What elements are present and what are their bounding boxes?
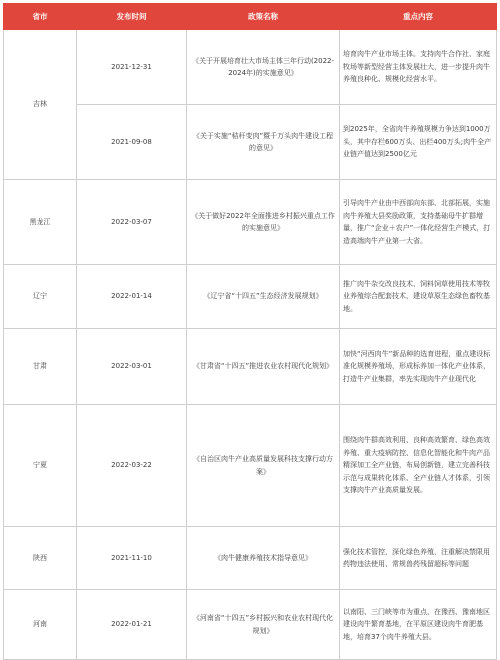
date-cell: 2021-12-31 [77,30,187,105]
table-row [4,30,497,105]
focus-cell: 强化技术管控，深化绿色养殖，注重解决禁限用药物违法使用、常规兽药残留超标等问题 [340,527,497,590]
date-cell: 2022-03-01 [77,329,187,405]
header-policy: 政策名称 [187,4,340,30]
focus-cell: 加快“河西肉牛”新品种的选育进程，重点建设标准化规模养殖场，形成标养加一体化产业体系，打造牛产业集群，率先实现肉牛产业现代化 [340,329,497,405]
table-row [4,180,497,265]
table-row [4,265,497,329]
province-cell: 甘肃 [4,329,77,405]
date-cell: 2021-11-10 [77,527,187,590]
province-cell: 辽宁 [4,265,77,329]
table-row [4,590,497,660]
province-cell: 黑龙江 [4,180,77,265]
date-cell: 2022-01-14 [77,265,187,329]
policy-cell: 《关于开展培育壮大市场主体三年行动(2022-2024年)的实施意见》 [187,30,340,105]
policy-cell: 《河南省“十四五”乡村振兴和农业农村现代化规划》 [187,590,340,660]
header-date: 发布时间 [77,4,187,30]
table-row [4,329,497,405]
province-cell: 吉林 [4,30,77,180]
province-cell: 宁夏 [4,405,77,527]
policy-cell: 《甘肃省“十四五”推进农业农村现代化规划》 [187,329,340,405]
table-row [4,105,497,180]
date-cell: 2022-03-22 [77,405,187,527]
header-focus: 重点内容 [340,4,497,30]
table-row [4,405,497,527]
focus-cell: 引导肉牛产业由中西部向东部、北部拓展，实施肉牛养殖大县奖励政策，支持基础母牛扩群增量，推广“企业＋农户”一体化经营生产模式，打造高端肉牛产业第一大省。 [340,180,497,265]
province-cell: 河南 [4,590,77,660]
policy-cell: 《自治区肉牛产业高质量发展科技支撑行动方案》 [187,405,340,527]
focus-cell: 以南阳、三门峡等市为重点，在豫西、豫南地区建设肉牛繁育基地，在平原区建设肉牛育肥基地，培育37个肉牛养殖大县。 [340,590,497,660]
policy-cell: 《肉牛健康养殖技术指导意见》 [187,527,340,590]
policy-cell: 《关于做好2022年全面推进乡村振兴重点工作的实施意见》 [187,180,340,265]
focus-cell: 推广肉牛杂交改良技术、饲料饲草使用技术等牧业养殖综合配套技术，建设草原生态绿色畜牧基地。 [340,265,497,329]
policy-cell: 《关于实施“秸秆变肉”暨千万头肉牛建设工程的意见》 [187,105,340,180]
table-header-row [4,4,497,30]
focus-cell: 围绕肉牛群高效利用、良种高效繁育、绿色高效养殖、重大疫病防控、信息化智能化和牛肉产品精深加工全产业链，布局创新链，建立完善科技示范与成果转化体系、全产业链人才体系，引领支撑肉牛产业高质量发展。 [340,405,497,527]
focus-cell: 培育肉牛产业市场主体。支持肉牛合作社、家庭牧场等新型经营主体发展壮大，进一步提升肉牛养殖良种化、规模化经营水平。 [340,30,497,105]
date-cell: 2022-01-21 [77,590,187,660]
date-cell: 2021-09-08 [77,105,187,180]
policy-cell: 《辽宁省“十四五”生态经济发展规划》 [187,265,340,329]
policy-table [3,3,497,660]
province-cell: 陕西 [4,527,77,590]
date-cell: 2022-03-07 [77,180,187,265]
header-province: 省市 [4,4,77,30]
focus-cell: 到2025年，全省肉牛养殖规模力争达到1000万头，其中存栏600万头、出栏400万头;肉牛全产业链产值达到2500亿元 [340,105,497,180]
table-row [4,527,497,590]
